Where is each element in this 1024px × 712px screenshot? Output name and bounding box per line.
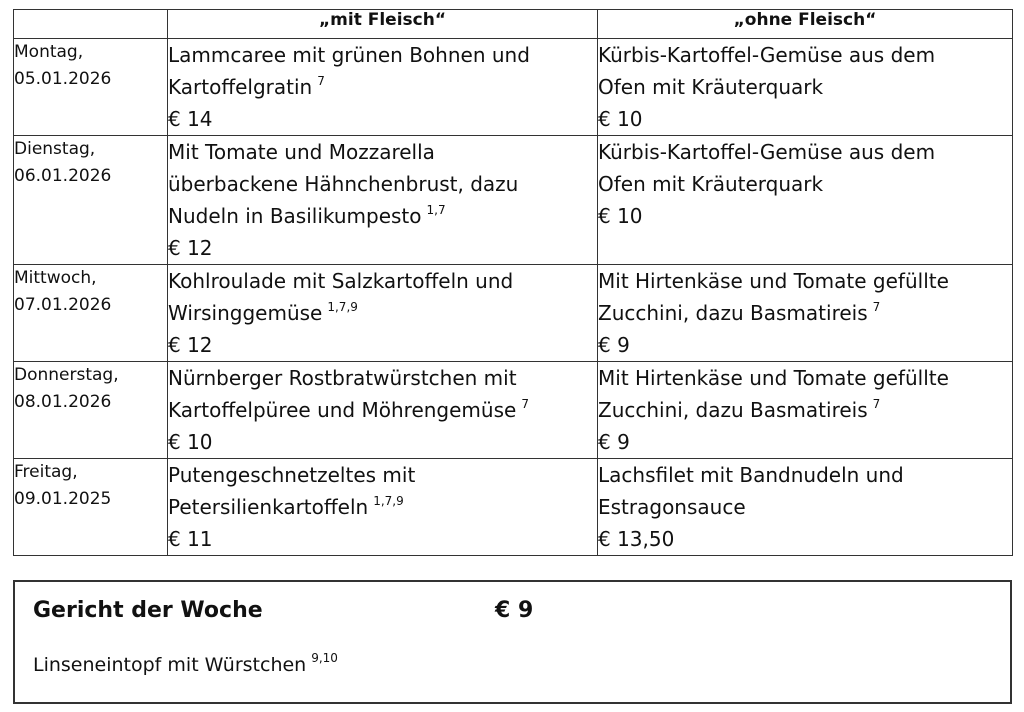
dish-line: Linseneintopf mit Würstchen [33,654,307,676]
table-row-monday [14,39,1013,136]
veg-dish-cell [598,136,1013,265]
dish-line: Wirsinggemüse [168,301,323,325]
weekday-label: Freitag, [14,462,78,482]
price-label: € 11 [168,527,213,551]
table-row-friday [14,459,1013,556]
allergen-codes: 7 [872,397,881,411]
day-cell [14,362,168,459]
veg-dish-cell [598,459,1013,556]
date-label: 08.01.2026 [14,392,112,412]
allergen-codes: 9,10 [311,651,338,665]
dish-line: Mit Hirtenkäse und Tomate gefüllte [598,366,949,390]
dish-line: überbackene Hähnchenbrust, dazu [168,172,519,196]
dish-line: Ofen mit Kräuterquark [598,75,824,99]
day-cell [14,265,168,362]
dish-line: Zucchini, dazu Basmatireis [598,398,868,422]
meat-dish-cell [168,265,598,362]
weekday-label: Mittwoch, [14,268,97,288]
price-label: € 13,50 [598,527,675,551]
weekly-menu-table [13,9,1013,556]
price-label: € 9 [598,333,630,357]
dish-line: Kohlroulade mit Salzkartoffeln und [168,269,514,293]
header-day [14,10,168,39]
dish-line: Nürnberger Rostbratwürstchen mit [168,366,517,390]
table-row-wednesday [14,265,1013,362]
dish-line: Lachsfilet mit Bandnudeln und [598,463,904,487]
price-label: € 12 [168,333,213,357]
dish-line: Petersilienkartoffeln [168,495,369,519]
weekday-label: Dienstag, [14,139,96,159]
date-label: 06.01.2026 [14,166,112,186]
allergen-codes: 1,7,9 [373,494,404,508]
dish-of-the-week-price: € 9 [495,598,534,623]
dish-of-the-week-dish [33,651,338,676]
date-label: 05.01.2026 [14,69,112,89]
day-cell [14,136,168,265]
table-row-thursday [14,362,1013,459]
dish-line: Ofen mit Kräuterquark [598,172,824,196]
header-row [14,10,1013,39]
dish-line: Kürbis-Kartoffel-Gemüse aus dem [598,140,936,164]
allergen-codes: 7 [317,74,325,88]
header-without-meat: „ohne Fleisch“ [598,10,1013,39]
dish-line: Kürbis-Kartoffel-Gemüse aus dem [598,43,936,67]
dish-line: Nudeln in Basilikumpesto [168,204,422,228]
allergen-codes: 7 [521,397,529,411]
day-cell [14,459,168,556]
header-with-meat: „mit Fleisch“ [168,10,598,39]
meat-dish-cell [168,459,598,556]
price-label: € 12 [168,236,213,260]
weekday-label: Donnerstag, [14,365,119,385]
dish-line: Zucchini, dazu Basmatireis [598,301,868,325]
allergen-codes: 7 [872,300,881,314]
dish-line: Kartoffelgratin [168,75,313,99]
allergen-codes: 1,7,9 [327,300,358,314]
dish-line: Putengeschnetzeltes mit [168,463,416,487]
date-label: 07.01.2026 [14,295,112,315]
veg-dish-cell [598,265,1013,362]
meat-dish-cell [168,362,598,459]
dish-line: Mit Tomate und Mozzarella [168,140,435,164]
weekday-label: Montag, [14,42,84,62]
dish-line: Lammcaree mit grünen Bohnen und [168,43,530,67]
date-label: 09.01.2025 [14,489,112,509]
dish-line: Mit Hirtenkäse und Tomate gefüllte [598,269,949,293]
day-cell [14,39,168,136]
table-row-tuesday [14,136,1013,265]
meat-dish-cell [168,136,598,265]
veg-dish-cell [598,39,1013,136]
price-label: € 9 [598,430,630,454]
price-label: € 10 [598,204,643,228]
dish-line: Kartoffelpüree und Möhrengemüse [168,398,517,422]
dish-line: Estragonsauce [598,495,746,519]
dish-of-the-week-box [13,580,1012,704]
price-label: € 10 [598,107,643,131]
veg-dish-cell [598,362,1013,459]
price-label: € 10 [168,430,213,454]
price-label: € 14 [168,107,213,131]
allergen-codes: 1,7 [426,203,446,217]
dish-of-the-week-title: Gericht der Woche [33,598,263,623]
meat-dish-cell [168,39,598,136]
